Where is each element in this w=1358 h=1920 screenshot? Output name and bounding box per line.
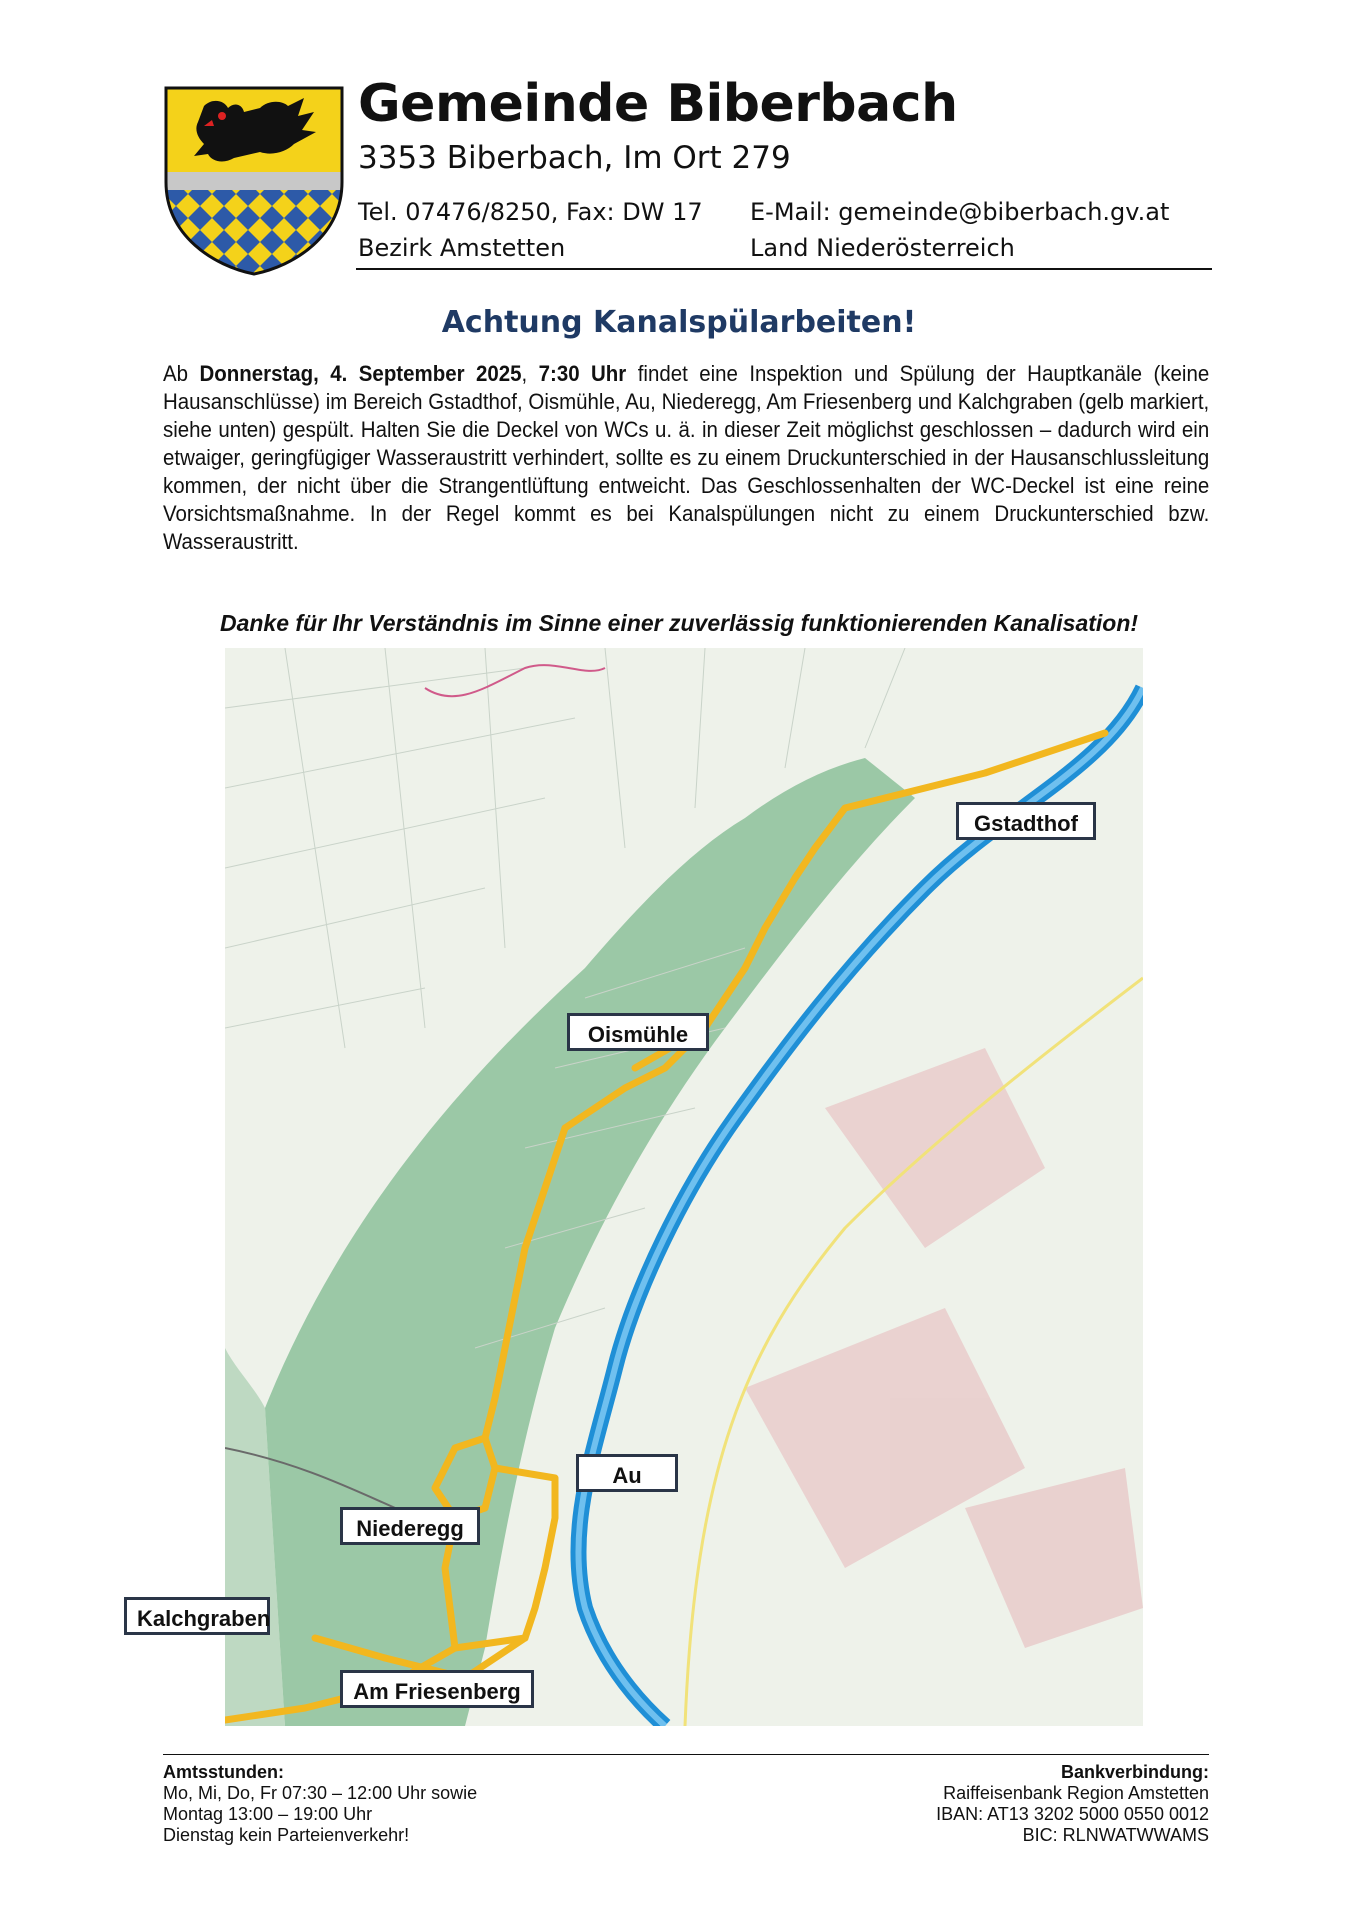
notice-heading: Achtung Kanalspülarbeiten! bbox=[441, 305, 917, 340]
bank-details bbox=[936, 1762, 1209, 1846]
municipality-title: Gemeinde Biberbach bbox=[358, 74, 958, 134]
map-label-gstadthof: Gstadthof bbox=[956, 802, 1096, 840]
thanks-note: Danke für Ihr Verständnis im Sinne einer zuverlässig funktionierenden Kanalisation! bbox=[219, 610, 1139, 636]
map-label-am-friesenberg: Am Friesenberg bbox=[340, 1670, 534, 1708]
office-hours-line: Montag 13:00 – 19:00 Uhr bbox=[163, 1804, 373, 1824]
map-label-oismuehle: Oismühle bbox=[567, 1013, 709, 1051]
body-date: Donnerstag, 4. September 2025 bbox=[199, 361, 522, 386]
notice-body bbox=[163, 360, 1209, 556]
body-time: 7:30 Uhr bbox=[538, 361, 627, 386]
map-label-niederegg: Niederegg bbox=[340, 1507, 480, 1545]
district: Bezirk Amstetten bbox=[358, 234, 566, 262]
map-label-kalchgraben: Kalchgraben bbox=[124, 1597, 270, 1635]
email-address: E-Mail: gemeinde@biberbach.gv.at bbox=[750, 198, 1170, 226]
coat-of-arms-logo bbox=[164, 86, 344, 276]
municipality-address: 3353 Biberbach, Im Ort 279 bbox=[358, 140, 791, 176]
office-hours-line: Mo, Mi, Do, Fr 07:30 – 12:00 Uhr sowie bbox=[163, 1783, 478, 1803]
state: Land Niederösterreich bbox=[750, 234, 1015, 262]
header-divider bbox=[356, 268, 1212, 270]
bank-bic: BIC: RLNWATWWAMS bbox=[1022, 1825, 1209, 1845]
office-hours-title: Amtsstunden: bbox=[163, 1762, 284, 1782]
bank-iban: IBAN: AT13 3202 5000 0550 0012 bbox=[936, 1804, 1209, 1824]
bank-details-title: Bankverbindung: bbox=[1060, 1762, 1209, 1782]
body-rest: findet eine Inspektion und Spülung der Hauptkanäle (keine Hausanschlüsse) im Bereich Gstadthof, Oismühle, Au, Niederegg, Am Friesenberg und Kalchgraben (gelb markiert, siehe unten) gespült. Halten Sie die Deckel von WCs u. ä. in dieser Zeit möglichst geschlossen – dadurch wird ein etwaiger, geringfügiger Wasseraustritt verhindert, sollte es zu einem Druckunterschied in der Hausanschlussleitung kommen, der nicht über die Strangentlüftung entweicht. Das Geschlossenhalten der WC-Deckel ist eine reine Vorsichtsmaßnahme. In der Regel kommt es bei Kanalspülungen nicht zu einem Druckunterschied bzw. Wasseraustritt. bbox=[163, 361, 1210, 554]
footer-divider bbox=[163, 1754, 1209, 1755]
office-hours-line: Dienstag kein Parteienverkehr! bbox=[163, 1825, 410, 1845]
body-separator: , bbox=[521, 361, 539, 386]
map-label-au: Au bbox=[576, 1454, 678, 1492]
phone-fax: Tel. 07476/8250, Fax: DW 17 bbox=[358, 198, 703, 226]
bank-name: Raiffeisenbank Region Amstetten bbox=[943, 1783, 1209, 1803]
body-prefix: Ab bbox=[163, 361, 200, 386]
office-hours bbox=[163, 1762, 477, 1846]
